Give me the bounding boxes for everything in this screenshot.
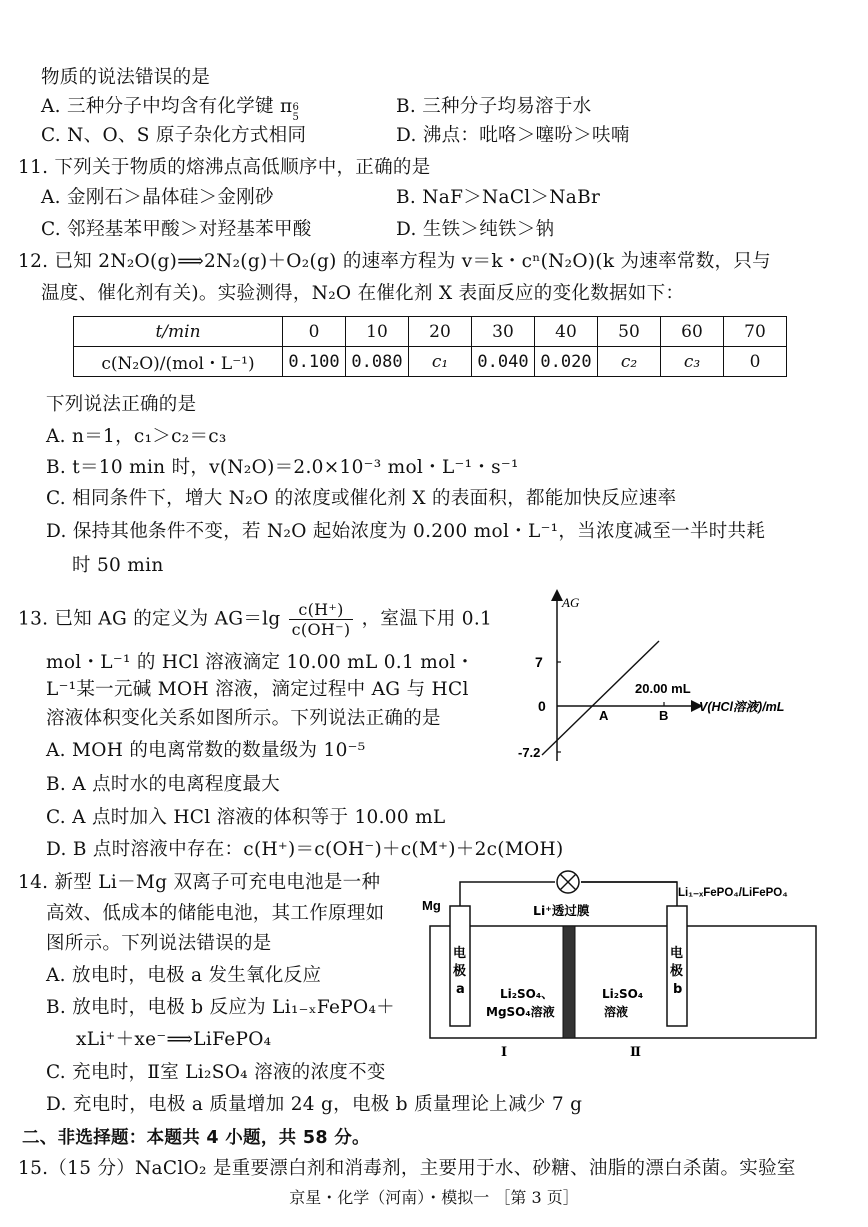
tick-label-neg: -7.2 [518,745,541,760]
q10-option-a [41,95,302,123]
q11-option-d: D. 生铁＞纯铁＞钠 [396,219,555,240]
q10-stem-tail: 物质的说法错误的是 [41,67,211,88]
room-2-label: Ⅱ [630,1045,641,1060]
q12-option-a: A. n＝1，c₁＞c₂＝c₃ [46,426,227,447]
left-solution-line2: MgSO₄溶液 [486,1005,555,1019]
table-cell: 0 [724,347,787,377]
ion-membrane [563,926,575,1038]
q12-data-table [73,316,787,377]
q10-option-c: C. N、O、S 原子杂化方式相同 [41,125,307,146]
table-cell: 50 [598,317,661,347]
table-cell: 0 [283,317,346,347]
point-a-label: A [599,708,609,723]
q13-stem-line1 [18,600,492,639]
table-cell: 40 [535,317,598,347]
table-header-conc: c(N₂O)/(mol・L⁻¹) [74,347,283,377]
q13-option-b: B. A 点时水的电离程度最大 [46,774,281,795]
q11-option-b: B. NaF＞NaCl＞NaBr [396,187,601,208]
page-footer: 京星・化学（河南）・模拟一 ［第 3 页］ [289,1188,579,1207]
mg-label: Mg [422,898,441,913]
table-cell: 10 [346,317,409,347]
q10-option-a-text: A. 三种分子中均含有化学键 π [41,96,293,117]
table-cell: 0.040 [472,347,535,377]
q12-prompt: 下列说法正确的是 [46,394,197,415]
q12-option-c: C. 相同条件下，增大 N₂O 的浓度或催化剂 X 的表面积，都能加快反应速率 [46,488,677,509]
table-cell: c₂ [598,347,661,377]
electrode-b-char: 极 [670,964,684,979]
battery-cell-diagram [412,862,832,1062]
q13-stem-line2: mol・L⁻¹ 的 HCl 溶液滴定 10.00 mL 0.1 mol・ [46,652,475,673]
q11-option-a: A. 金刚石＞晶体硅＞金刚砂 [41,187,274,208]
electrolytic-tank [430,926,816,1038]
q12-option-d-line1: D. 保持其他条件不变，若 N₂O 起始浓度为 0.200 mol・L⁻¹，当浓度减至一半时共耗 [46,521,766,542]
table-cell: 20 [409,317,472,347]
lamp-icon [557,871,579,893]
q13-stem-line3: L⁻¹某一元碱 MOH 溶液，滴定过程中 AG 与 HCl [46,679,469,700]
y-axis-label: AG [562,595,580,610]
x-axis-label: V(HCl溶液)/mL [699,700,785,714]
q13-stem-pre: 13. 已知 AG 的定义为 AG＝lg [18,608,281,630]
table-cell: 0.080 [346,347,409,377]
q11-stem: 11. 下列关于物质的熔沸点高低顺序中，正确的是 [18,157,431,178]
q12-stem-line2: 温度、催化剂有关)。实验测得，N₂O 在催化剂 X 表面反应的变化数据如下： [41,283,685,304]
annotation-20ml: 20.00 mL [635,681,691,696]
q10-option-d: D. 沸点：吡咯＞噻吩＞呋喃 [396,125,630,146]
q14-stem-line3: 图所示。下列说法错误的是 [46,933,272,954]
right-solution-line2: 溶液 [604,1005,629,1019]
electrode-a-char: 极 [453,964,467,979]
fraction-numerator: c(H⁺) [289,600,354,620]
electrode-b-char: b [673,982,683,997]
table-cell: 60 [661,317,724,347]
membrane-label: Li⁺透过膜 [533,903,590,918]
table-row [74,347,787,377]
q13-stem-post: ，室温下用 0.1 [361,608,493,630]
q15-stem: 15.（15 分）NaClO₂ 是重要漂白剂和消毒剂，主要用于水、砂糖、油脂的漂白杀菌。实验室 [18,1158,796,1179]
left-solution-line1: Li₂SO₄、 [500,987,554,1001]
table-cell: 70 [724,317,787,347]
electrode-b-char: 电 [670,946,684,961]
q14-option-b-line1: B. 放电时，电极 b 反应为 Li₁₋ₓFePO₄＋ [46,997,395,1018]
room-1-label: Ⅰ [501,1045,508,1060]
right-solution-line1: Li₂SO₄ [602,987,644,1001]
table-header-time: t/min [74,317,283,347]
q14-stem-line2: 高效、低成本的储能电池，其工作原理如 [46,903,385,924]
q13-stem-line4: 溶液体积变化关系如图所示。下列说法正确的是 [46,708,441,729]
point-b-label: B [659,708,669,723]
fraction-denominator: c(OH⁻) [291,620,351,639]
tick-label-0: 0 [538,698,546,714]
q14-option-a: A. 放电时，电极 a 发生氧化反应 [46,965,322,986]
table-row [74,317,787,347]
q14-option-c: C. 充电时，Ⅱ室 Li₂SO₄ 溶液的浓度不变 [46,1062,386,1083]
q12-option-b: B. t＝10 min 时，v(N₂O)＝2.0×10⁻³ mol・L⁻¹・s⁻¹ [46,457,519,478]
q12-option-d-line2: 时 50 min [72,555,164,576]
q13-option-d: D. B 点时溶液中存在：c(H⁺)＝c(OH⁻)＋c(M⁺)＋2c(MOH) [46,839,564,860]
electrode-a-char: 电 [453,946,467,961]
table-cell: 0.020 [535,347,598,377]
table-cell: c₃ [661,347,724,377]
electrode-a-char: a [456,982,465,997]
table-cell: c₁ [409,347,472,377]
q14-option-d: D. 充电时，电极 a 质量增加 24 g，电极 b 质量理论上减少 7 g [46,1094,583,1115]
q12-stem-line1: 12. 已知 2N₂O(g)⟹2N₂(g)＋O₂(g) 的速率方程为 v＝k・cⁿ(N₂O)(k 为速率常数，只与 [18,251,771,272]
q11-option-c: C. 邻羟基苯甲酸＞对羟基苯甲酸 [41,219,312,240]
q10-option-b: B. 三种分子均易溶于水 [396,96,592,117]
table-cell: 30 [472,317,535,347]
cathode-label: Li₁₋ₓFePO₄/LiFePO₄ [678,887,788,899]
table-cell: 0.100 [283,347,346,377]
ag-titration-graph [515,585,815,775]
tick-label-7: 7 [535,654,543,670]
q13-option-c: C. A 点时加入 HCl 溶液的体积等于 10.00 mL [46,807,446,828]
q10-pi-sup: 6 [292,102,300,113]
section-2-heading: 二、非选择题：本题共 4 小题，共 58 分。 [22,1128,370,1148]
ag-curve-line [542,641,659,755]
q14-stem-line1: 14. 新型 Li－Mg 双离子可充电电池是一种 [18,872,381,893]
q13-option-a: A. MOH 的电离常数的数量级为 10⁻⁵ [46,740,366,761]
q10-pi-sub: 5 [292,112,300,123]
q14-option-b-line2: xLi⁺＋xe⁻⟹LiFePO₄ [76,1029,272,1050]
